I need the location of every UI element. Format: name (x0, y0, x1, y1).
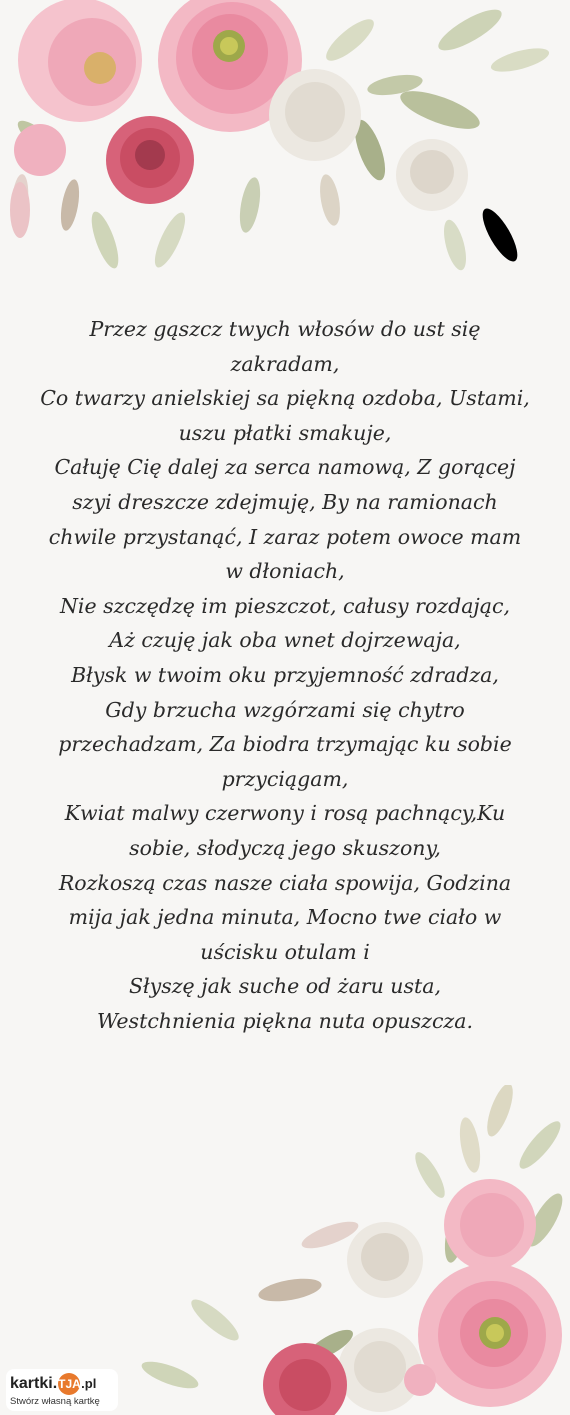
peony-top-left (18, 0, 142, 122)
poem-line: Nie szczędzę im pieszczot, całusy rozdając, (59, 593, 511, 618)
pink-bud-bottom (404, 1364, 436, 1396)
poem-line: Co twarzy anielskiej sa piękną ozdoba, Ustami, (40, 386, 530, 411)
poem-line: szyi dreszcze zdejmuję, By na ramionach (72, 489, 498, 514)
logo-wordmark (10, 1373, 96, 1395)
kartki-tja-logo[interactable] (6, 1369, 118, 1411)
poem-line: chwile przystanąć, I zaraz potem owoce mam (48, 524, 522, 549)
logo-brand-prefix: kartki. (10, 1375, 58, 1392)
poem-line: Przez gąszcz twych włosów do ust się (89, 317, 481, 341)
poem-line: przyciągam, (221, 766, 349, 791)
poem-line: Westchnienia piękna nuta opuszcza. (97, 1008, 473, 1033)
poem-line: Gdy brzucha wzgórzami się chytro (105, 697, 465, 722)
poem-line: Słyszę jak suche od żaru usta, (128, 974, 442, 999)
logo-brand-suffix: .pl (81, 1376, 97, 1391)
poem-line: uścisku otulam i (200, 939, 370, 964)
poem-line: uszu płatki smakuje, (178, 420, 392, 445)
poem-line: Kwiat malwy czerwony i rosą pachnący,Ku (64, 801, 506, 826)
peony-top-red (106, 116, 194, 204)
poem-line: przechadzam, Za biodra trzymając ku sobie (58, 732, 512, 757)
poem-line: Aż czuję jak oba wnet dojrzewaja, (109, 628, 461, 653)
logo-badge: TJA (58, 1373, 80, 1395)
poem-line: w dłoniach, (225, 559, 345, 584)
peony-bottom-main (418, 1263, 562, 1407)
logo-tagline: Stwórz własną kartkę (10, 1396, 100, 1407)
peony-bottom-red (263, 1343, 347, 1415)
poem-line: Całuję Cię dalej za serca namową, Z gorącej (54, 455, 516, 480)
floral-decoration-bottom (0, 1085, 570, 1415)
poem-line: mija jak jedna minuta, Mocno twe ciało w (68, 905, 502, 930)
poem-line: zakradam, (230, 351, 340, 376)
poem-line: sobie, słodyczą jego skuszony, (129, 835, 441, 860)
peony-bottom-pink-upper (444, 1179, 536, 1271)
poem-line: Rozkoszą czas nasze ciała spowija, Godzina (58, 870, 512, 895)
floral-decoration-top (0, 0, 570, 300)
poem-line: Błysk w twoim oku przyjemność zdradza, (71, 662, 499, 687)
poem-text (32, 312, 538, 1038)
